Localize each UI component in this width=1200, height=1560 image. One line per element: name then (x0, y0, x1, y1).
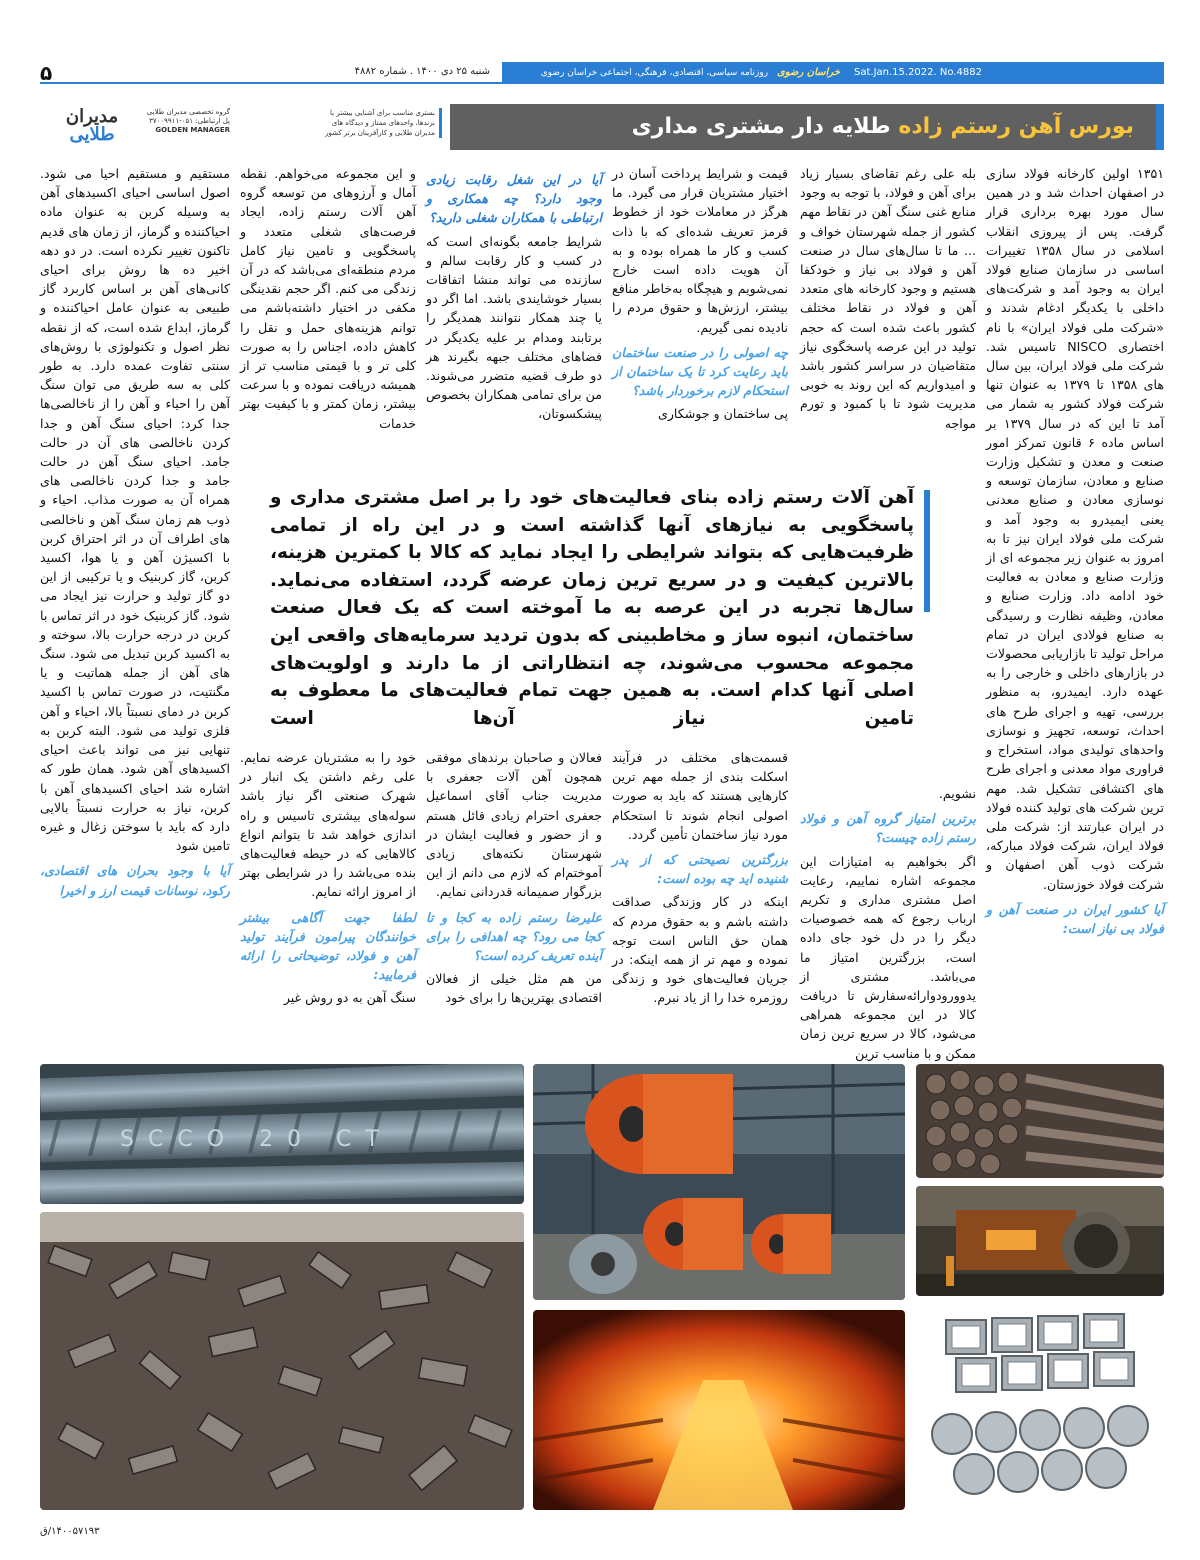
logo-phone: پل ارتباطی: ۰۵۱-۳۷۰۰۹۹۱۱ (149, 117, 230, 125)
column-5-lower-text: خود را به مشتریان عرضه نمایم. علی رغم داشتن یک انبار در شهرک صنعتی اگر نیاز باشد سوله‌های بیشتری تاسیس و راه اندازی خواهد شد تا بتوانم انواع کالاهایی که در حیطه فعالیت‌های بنده می‌باشد را در شرایطی بهتر از امروز ارائه نمایم. (240, 750, 416, 900)
logo-line1: مدیران (65, 106, 119, 127)
article-header (40, 104, 1164, 150)
column-1-question: آیا کشور ایران در صنعت آهن و فولاد بی نیاز است: (986, 901, 1164, 936)
rebar-closeup-photo (40, 1064, 524, 1204)
column-4-lower (426, 748, 602, 1010)
page-number: ۵ (40, 61, 53, 85)
column-3-lower (612, 748, 788, 1010)
logo-desc-fa: گروه تخصصی مدیران طلایی (146, 108, 230, 116)
newspaper-desc: روزنامه سیاسی، اقتصادی، فرهنگی، اجتماعی خراسان رضوی (540, 68, 769, 78)
steel-mill-interior-photo (916, 1186, 1164, 1296)
column-6-question: آیا با وجود بحران های اقتصادی، رکود، نوسانات قیمت ارز و اخیرا (40, 863, 230, 898)
column-2-lower-pre: نشویم. (938, 786, 976, 801)
newspaper-strip (502, 62, 850, 84)
column-2-lower-text: اگر بخواهیم به امتیازات این مجموعه اشاره نماییم، رعایت اصل مشتری مداری و تکریم ارباب رجوع که همه خصوصیات دیگر را در دل خود جای داده است، بزرگترین امتیاز ما می‌باشد. مشتری از یدوورودوارائه‌سفارش تا دریافت کالا در این مجموعه همراهی می‌شود، کالا در سریع ترین زمان ممکن و با مناسب ترین (800, 853, 976, 1061)
column-3-lower-question: بزرگترین نصیحتی که از پدر شنیده اید چه بوده است: (612, 852, 788, 887)
column-6-text: مستقیم و مستقیم احیا می شود. اصول اساسی احیای اکسیدهای آهن به وسیله کربن به عنوان ماده احیاکننده و گرماز، از زمان های قدیم تاکنون تغییر نکرده است. در دو دهه اخیر ده ها روش برای احیای کانی‌های آهن بر اساس کاربرد گاز طبیعی به عنوان عامل احیاکننده و گرماز، ابداع شده است، که از نقطه نظر اصول و تکنولوژی با روش‌های سنتی تفاوت عمده دارد. به طور کلی به سه طریق می توان سنگ آهن را احیاء و آهن را از ناخالصی‌ها جدا کرد: احیای سنگ آهن و جدا کردن ناخالصی های آن در حالت جامد. احیای سنگ آهن در حالت جامد و جدا کردن ناخالصی های همراه آن به صورت مذاب. احیاء و ذوب هم زمان سنگ آهن و ناخالصی های اطراف آن در اثر احتراق کربن با اکسیژن آهن و یا هوا، اکسید کربن، گاز کربنیک و یا ترکیبی از این دو گاز تولید و حرارت نیز ایجاد می شود. گاز کربنیک خود در اثر تماس با کربن در درجه حرارت بالا، سوخته و به اکسید کربن تبدیل می شود. سنگ های آهن از جمله هماتیت و یا مگنتیت، در صورت تماس با اکسید کربن در دمای نسبتاً بالا، احیاء و آهن فلزی تولید می شود. البته کربن به تنهایی نیز می تواند باعث احیای اکسیدهای آهن شود. همان طور که اشاره شد احیای اکسیدهای آهن با کربن، نیاز به حرارت نسبتاً بالایی دارد که باید با سوختن زغال و غیره تامین شود (40, 166, 230, 854)
newspaper-brand: خراسان رضوی (776, 67, 840, 78)
column-1-text: ۱۳۵۱ اولین کارخانه فولاد سازی در اصفهان احداث شد و در همین سال مورد بهره برداری قرار گرفت. پس از پیروزی انقلاب اسلامی در سال ۱۳۵۸ تغییرات اساسی در سازمان صنایع فولاد ایران به وجود آمد و شرکت‌های داخلی با یکدیگر ادغام شدند و «شرکت ملی فولاد ایران» با نام اختصاری NISCO تاسیس شد. شرکت ملی فولاد ایران، بین سال های ۱۳۵۸ تا ۱۳۷۹ به عنوان تنها شرکت فولاد کشور به شمار می آمد تا این که در سال ۱۳۷۹ بر اساس ماده ۶ قانون تمرکز امور صنعت و معدن و تشکیل وزارت صنایع و معادن، سازمان توسعه و نوسازی معادن و صنایع معدنی یعنی ایمیدرو به وجود آمد و شرکت ملی فولاد ایران نیز تا به امروز به عنوان زیر مجموعه ای از وزارت صنایع و معادن به فعالیت خود ادامه داد. وزارت صنایع و معادن، وظیفه نظارت و رسیدگی به صنایع فولادی ایران در تمام مراحل تولید تا بازاریابی محصولات در بازارهای داخلی و خارجی را به عهده دارد. ایمیدرو، به منظور بررسی، تهیه و اجرای طرح های احداث، توسعه، تجهیز و نوسازی واحدهای تولیدی مواد، استخراج و فراوری مواد معدنی و اجرای طرح های اکتشافی تشکیل شد. مهم ترین شرکت های تولید کننده فولاد در ایران عبارتند از: شرکت ملی فولاد ایران، شرکت فولاد مبارکه، شرکت ذوب آهن اصفهان و شرکت فولاد خوزستان. (986, 166, 1165, 892)
logo-text (54, 108, 130, 148)
column-6 (40, 164, 230, 904)
pullquote: آهن آلات رستم زاده بنای فعالیت‌های خود را بر اصل مشتری مداری و پاسخگویی به نیازهای آنها گذاشته است و در این راه از تمامی ظرفیت‌هایی که بتواند شرایطی را ایجاد نماید که کالا با کمترین هزینه، بالاترین کیفیت و در سریع ترین زمان عرضه گردد، استفاده می‌نماید. سال‌ها تجربه در این عرصه به ما آموخته است که یک فعال صنعت ساختمان، انبوه ساز و مخاطبینی که بدون تردید سرمایه‌های واقعی این مجموعه محسوب می‌شوند، چه انتظاراتی از ما دارند و اولویت‌های اصلی آنها کدام است. به همین جهت تمام فعالیت‌های ما معطوف به تامین نیاز آن‌ها است (270, 487, 914, 729)
title-highlight: بورس آهن رستم زاده (898, 114, 1134, 139)
column-5 (240, 164, 416, 435)
date-issue-en: Sat.Jan.15.2022. No.4882 (844, 62, 1164, 84)
column-2-text: بله علی رغم تقاضای بسیار زیاد برای آهن و فولاد، با توجه به وجود منابع غنی سنگ آهن در نقاط مهم کشور از جمله شهرستان خواف و ... ما تا سال‌های سال در صنعت آهن و فولاد بی نیاز و خودکفا هستیم و وجود کارخانه های متعدد آهن و فولاد در نقاط مختلف کشور باعث شده است که حجم تولید در این عرصه پاسخگوی نیاز متقاضیان در سراسر کشور باشد و امیدواریم که این روند به خوبی مدیریت شود تا با کمبود و تورم مواجه (800, 166, 976, 431)
column-3-question: چه اصولی را در صنعت ساختمان باید رعایت کرد تا یک ساختمان از استحکام لازم برخوردار باشد؟ (612, 344, 788, 399)
column-4-lower-text: فعالان و صاحبان برندهای موفقی همچون آهن آلات جعفری با مدیریت جناب آقای اسماعیل جعفری احترام زیادی قائل هستم و از حضور و فعالیت ایشان در شهرستان نکته‌های زیادی آموختم‌ام که لازم می دانم از این بزرگوار صمیمانه قدردانی نمایم. (426, 750, 602, 900)
column-5-lower-text-2: سنگ آهن به دو روش غیر (283, 990, 416, 1006)
column-3-lower-text-2: اینکه در کار وزندگی صداقت داشته باشم و به حقوق مردم که همان حق الناس است توجه نموده و مهم تر از همه اینکه: در جریان فعالیت‌های خود و زندگی روزمره خدا را از یاد نبرم. (612, 894, 788, 1006)
column-2-lower-question: برترین امتیاز گروه آهن و فولاد رستم زاده چیست؟ (800, 811, 976, 846)
column-3 (612, 164, 788, 426)
column-4 (426, 164, 602, 426)
rebar-bundle-photo (916, 1064, 1164, 1178)
article-title (450, 104, 1134, 150)
column-5-text: و این مجموعه می‌خواهم. نقطه آمال و آرزوهای من توسعه گروه آهن آلات رستم زاده، ایجاد فرصت‌های شغلی متعدد و پاسخگویی و تامین نیاز کامل مردم منطقه‌ای می‌باشد که در آن زندگی می کنم. اگر حجم نقدینگی مکفی در اختیار داشته‌باشم می توانم هزینه‌های حمل و نقل را کاهش داده، اجناس را به صورت کلی تر و با قیمتی مناسب تر از همیشه دریافت نموده و با سرعت بیشتر، زمان کمتر و با کیفیت بهتر خدمات (240, 166, 416, 431)
title-box (450, 104, 1164, 150)
rebar-marking: SCCO 20 CT (120, 1127, 393, 1152)
title-rest: طلایه دار مشتری مداری (631, 114, 891, 139)
column-3-text: قیمت و شرایط پرداخت آسان در اختیار مشتریان قرار می گیرد. ما هرگز در معاملات خود از خطوط قرمز تعریف شده‌ای که با ذات کسب و کار ما همراه بوده و به آن هویت داده است خارج نمی‌شویم و هیچگاه به‌خاطر منافع بیشتر، ارزش‌ها و حقوق مردم را نادیده نمی گیریم. (612, 166, 788, 335)
steel-profiles-photo (916, 1306, 1164, 1510)
column-4-lower-question: علیرضا رستم زاده به کجا و تا کجا می رود؟ چه اهدافی را برای آینده تعریف کرده است؟ (426, 909, 602, 964)
top-bar (40, 62, 1164, 84)
header-tagline: بستری مناسب برای آشنایی بیشتر با برندها، واحدهای ممتاز و دیدگاه های مدیران طلایی و کارآفرینان برتر کشور (312, 108, 442, 138)
column-3-lower-text: قسمت‌های مختلف در فرآیند اسکلت بندی از جمله مهم ترین کارهایی هستند که باید به صورت اصولی انجام شوند تا استحکام مورد نیاز ساختمان تأمین گردد. (612, 750, 788, 842)
column-4-lower-text-2: من هم مثل خیلی از فعالان اقتصادی بهترین‌ها را برای خود (426, 971, 602, 1006)
logo-description (134, 108, 230, 135)
column-5-lower-question: لطفا جهت آگاهی بیشتر خوانندگان پیرامون فرآیند تولید آهن و فولاد، توضیحاتی را ارائه فرمایید: (240, 909, 416, 983)
column-3-after: پی ساختمان و جوشکاری (657, 406, 788, 422)
scrap-metal-pile-photo (40, 1212, 524, 1510)
column-2 (800, 164, 976, 435)
logo-line2: طلایی (69, 124, 115, 145)
column-5-lower (240, 748, 416, 1010)
column-2-lower (800, 784, 976, 1065)
footer-code: ۱۴۰۰۵۷۱۹۳/ق (40, 1526, 100, 1537)
logo-en: GOLDEN MANAGER (155, 126, 230, 134)
golden-manager-logo (54, 108, 230, 148)
column-4-text: شرایط جامعه بگونه‌ای است که در کسب و کار رقابت سالم و سازنده می تواند منشا اتفاقات بسیار خوشایندی باشد. اما اگر دو یا چند همکار نتوانند همدیگر را برتابند ومدام بر علیه یکدیگر در فضاهای مختلف جبهه بگیرند هر دو طرف قضیه متضرر می‌شوند. من برای تمامی همکاران بخصوص پیشکسوتان، (426, 233, 602, 422)
steel-coils-factory-photo (533, 1064, 905, 1300)
date-issue-fa: شنبه ۲۵ دی ۱۴۰۰ . شماره ۴۸۸۲ (354, 66, 490, 77)
column-4-question: آیا در این شغل رقابت زیادی وجود دارد؟ چه همکاری و ارتباطی با همکاران شغلی دارید؟ (426, 172, 602, 226)
hot-steel-slab-photo (533, 1310, 905, 1510)
column-1 (986, 164, 1164, 942)
